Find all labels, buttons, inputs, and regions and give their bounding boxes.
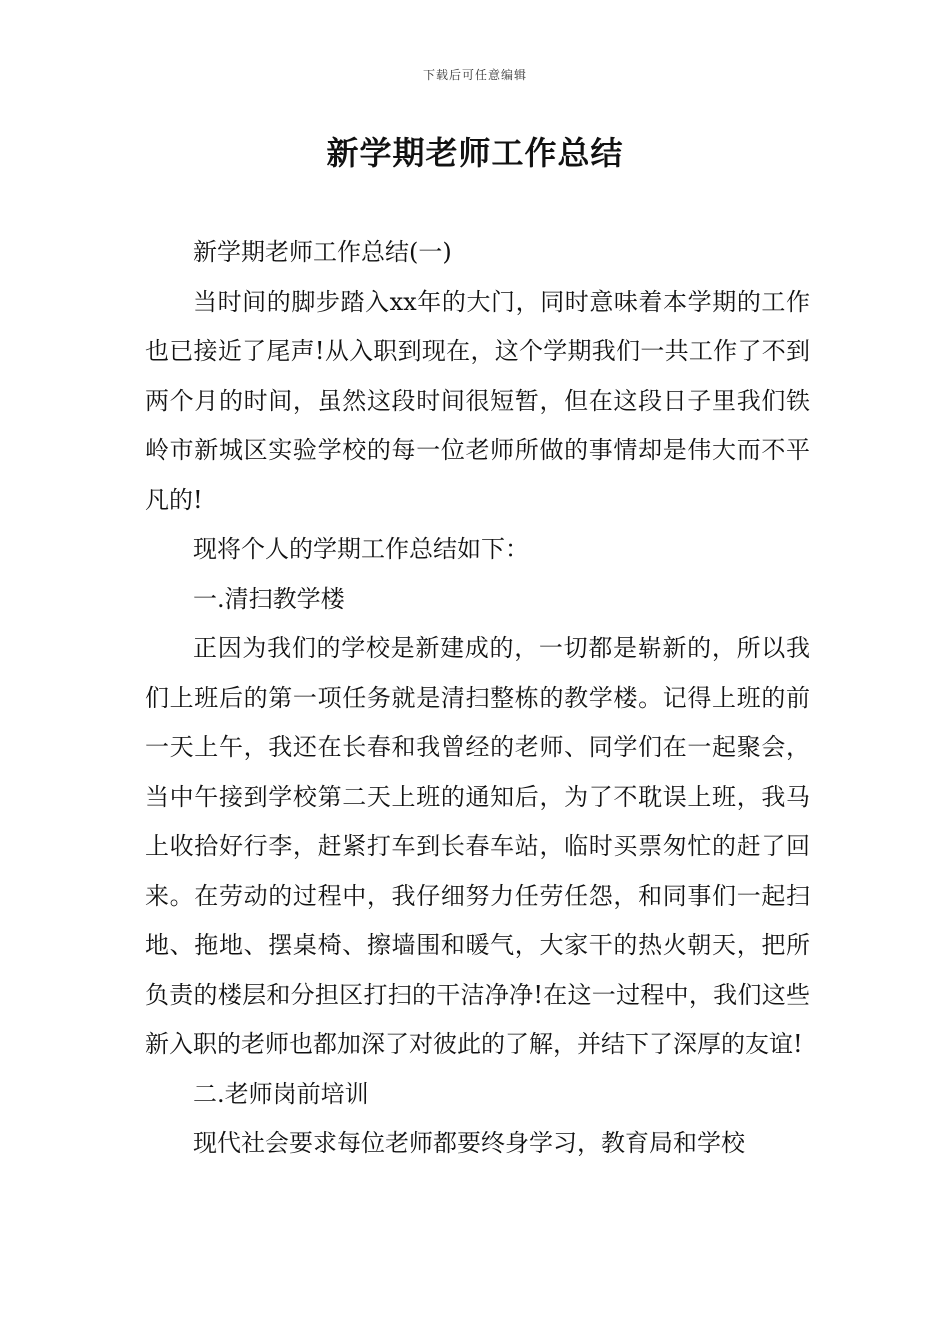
document-body <box>145 228 810 1169</box>
header-note: 下载后可任意编辑 <box>422 68 527 82</box>
section-heading-1: 一.清扫教学楼 <box>193 584 345 613</box>
section-2-paragraph: 现代社会要求每位老师都要终身学习，教育局和学校 <box>193 1129 745 1157</box>
intro-paragraph: 当时间的脚步踏入xx年的大门，同时意味着本学期的工作也已接近了尾声!从入职到现在，这个学期我们一共工作了不到两个月的时间，虽然这段时间很短暂，但在这段日子里我们铁岭市新城区实验学校的每一位老师所做的事情却是伟大而不平凡的! <box>145 287 810 514</box>
subtitle-paragraph: 新学期老师工作总结(一) <box>193 238 452 266</box>
section-1-paragraph: 正因为我们的学校是新建成的，一切都是崭新的，所以我们上班后的第一项任务就是清扫整栋的教学楼。记得上班的前一天上午，我还在长春和我曾经的老师、同学们在一起聚会，当中午接到学校第二天上班的通知后，为了不耽误上班，我马上收拾好行李，赶紧打车到长春车站，临时买票匆忙的赶了回来。在劳动的过程中，我仔细努力任劳任怨，和同事们一起扫地、拖地、摆桌椅、擦墙围和暖气，大家干的热火朝天，把所负责的楼层和分担区打扫的干洁净净!在这一过程中，我们这些新入职的老师也都加深了对彼此的了解，并结下了深厚的友谊! <box>145 634 810 1058</box>
document-title: 新学期老师工作总结 <box>326 134 624 172</box>
summary-lead-paragraph: 现将个人的学期工作总结如下： <box>193 535 529 563</box>
section-heading-2: 二.老师岗前培训 <box>193 1079 369 1108</box>
